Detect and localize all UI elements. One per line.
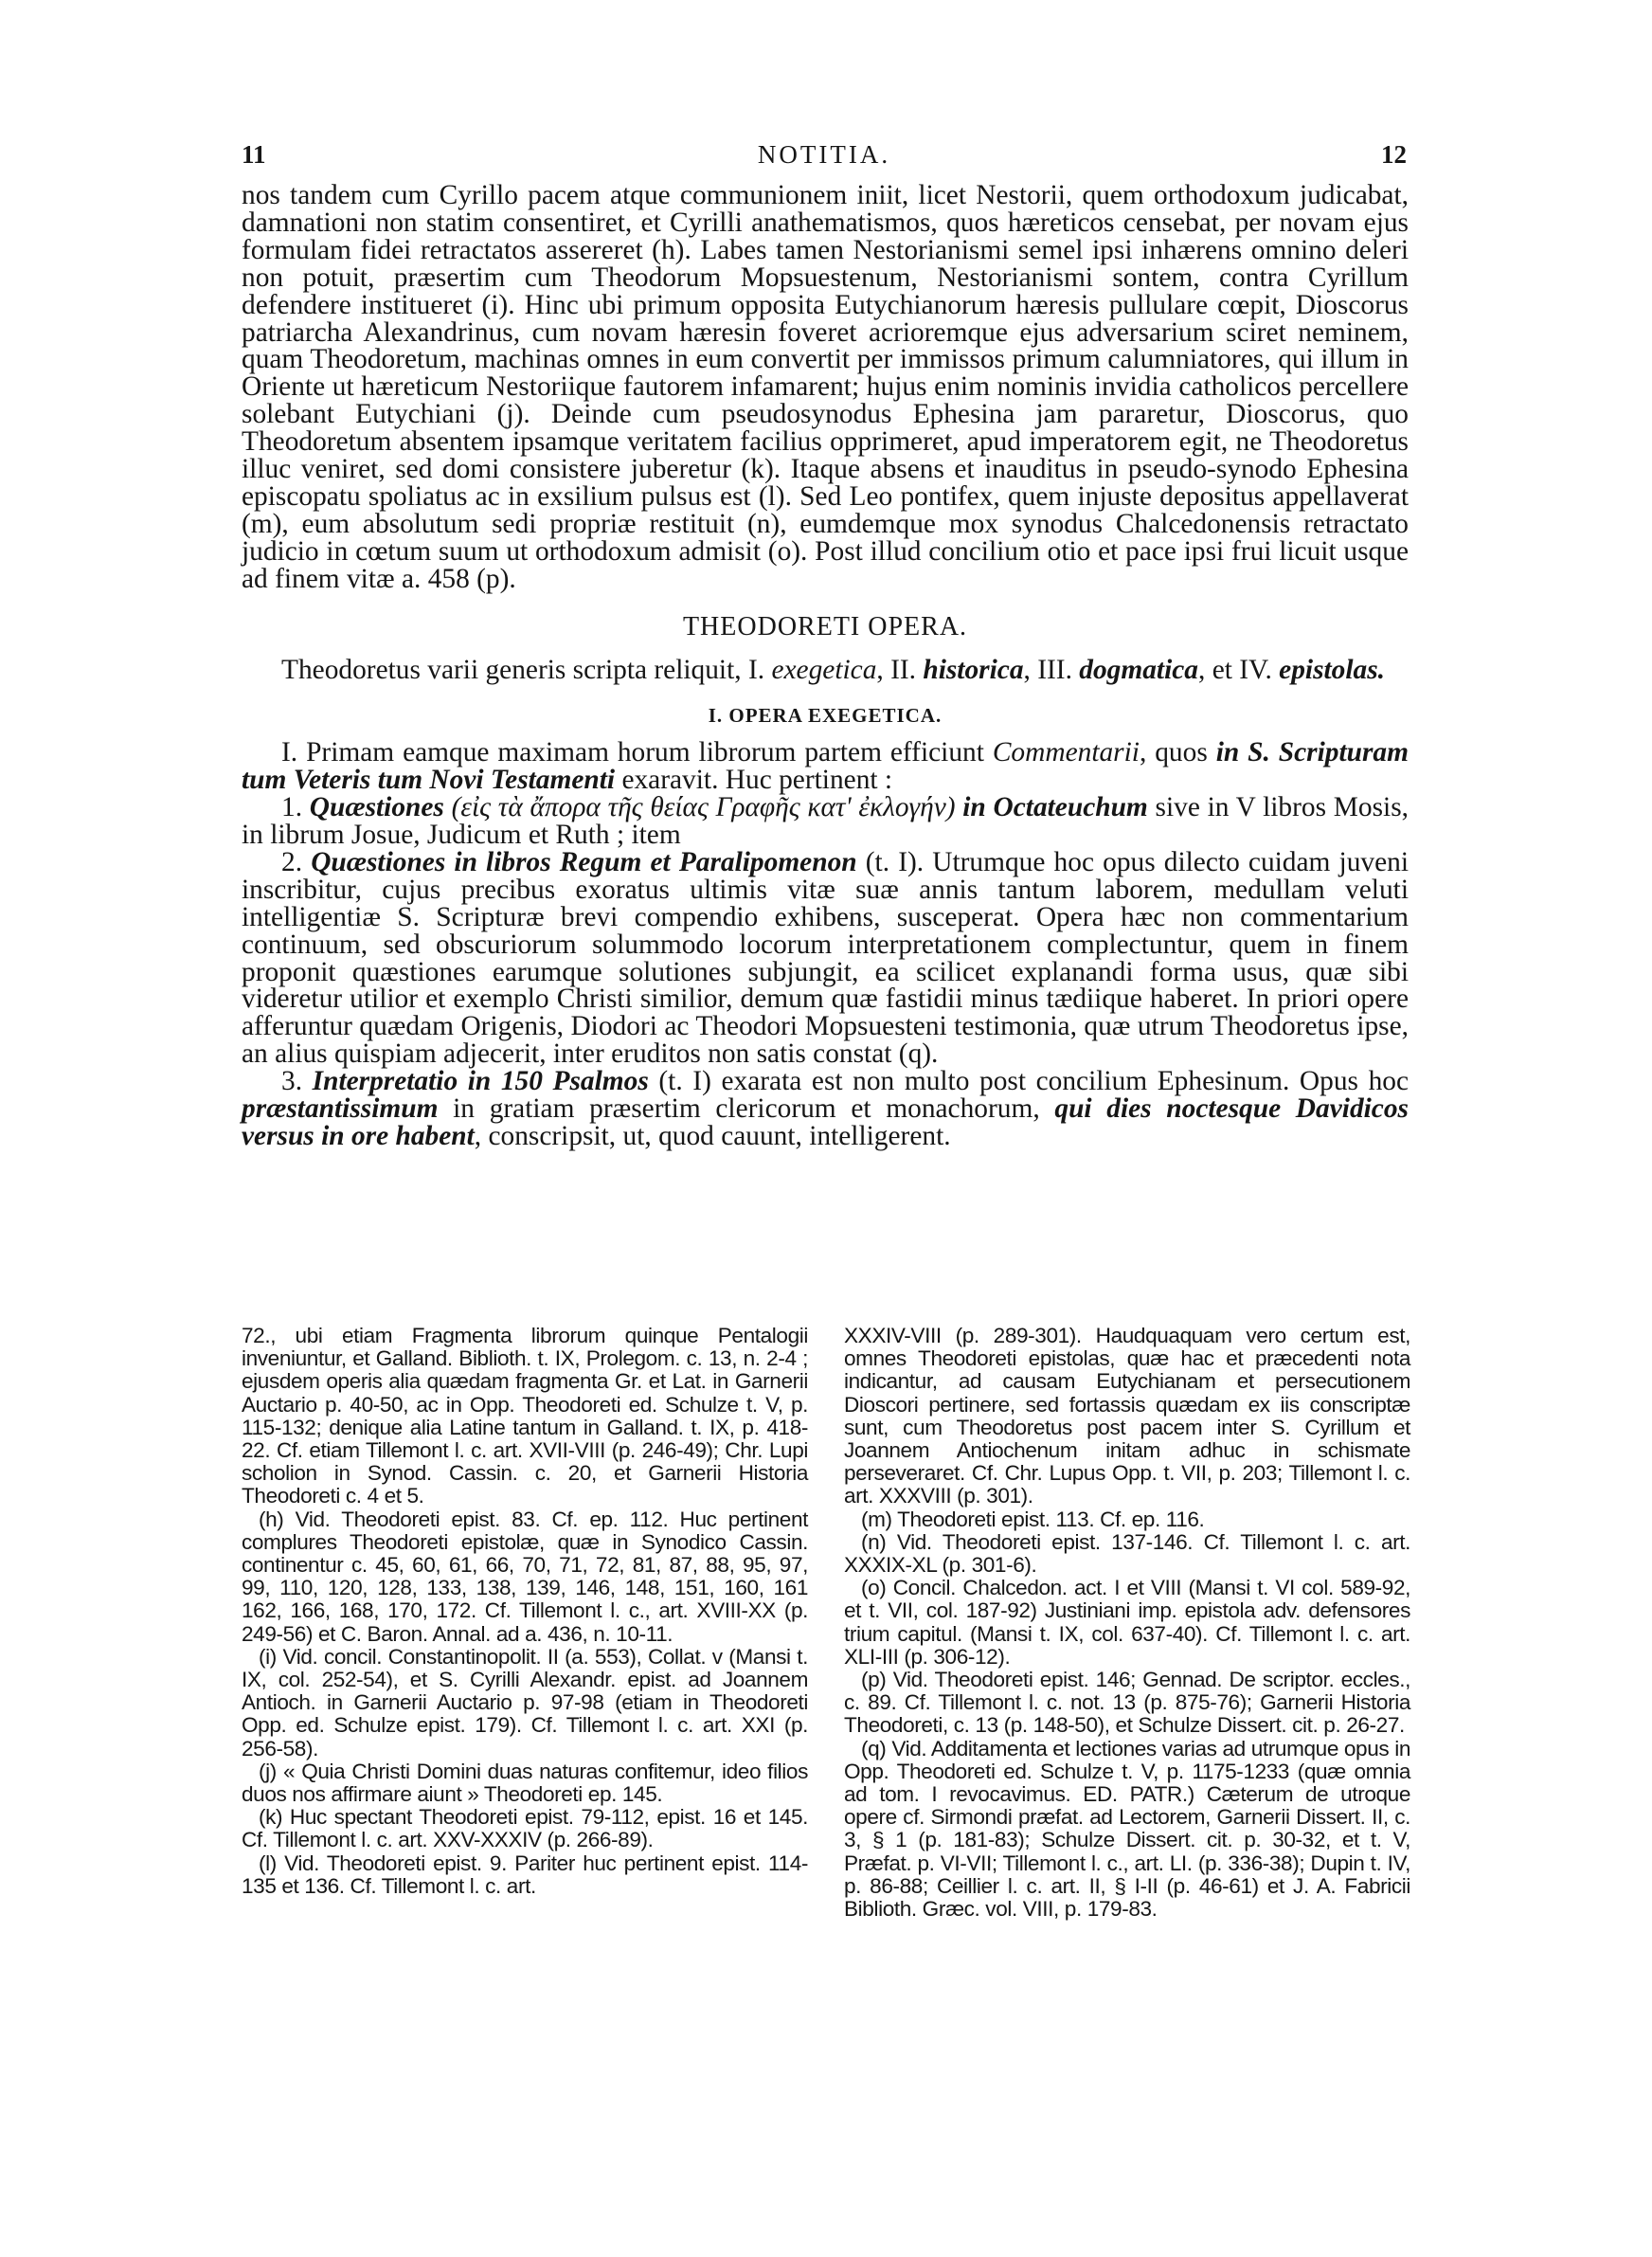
right-page-number: 12: [1381, 140, 1407, 169]
item-interpretatio-psalmos: 3. Interpretatio in 150 Psalmos (t. I) exarata est non multo post concilium Ephesinum. Opus hoc præstantissimum in gratiam præsertim clericorum et monachorum, qui dies noctesque Davidicos versus in ore habent, conscripsit, ut, quod cauunt, intelligerent.: [242, 1066, 1410, 1151]
footnote: (m) Theodoreti epist. 113. Cf. ep. 116.: [861, 1507, 1205, 1531]
footnote: (j) « Quia Christi Domini duas naturas confitemur, ideo filios duos nos affirmare aiunt » Theodoreti ep. 145.: [242, 1759, 808, 1807]
footnotes-left-column: [242, 1325, 808, 1898]
section-title: THEODORETI OPERA.: [682, 611, 968, 641]
left-page-number: 11: [242, 140, 266, 169]
footnotes-right-column: [844, 1325, 1410, 1921]
exegetica-paragraph: I. Primam eamque maximam horum librorum partem efficiunt Commentarii, quos in S. Scripturam tum Veteris tum Novi Testamenti exaravit. Huc pertinent :: [242, 737, 1409, 796]
footnote: (o) Concil. Chalcedon. act. I et VIII (Mansi t. VI col. 589-92, et t. VII, col. 187-92) Justiniani imp. epistola adv. defensores trium capitul. (Mansi t. IX, col. 637-40). Cf. Tillemont l. c. art. XLI-III (p. 306-12).: [844, 1576, 1410, 1669]
footnote: (l) Vid. Theodoreti epist. 9. Pariter huc pertinent epist. 114-135 et 136. Cf. Tillemont l. c. art.: [242, 1851, 808, 1898]
main-text: [242, 182, 1409, 1150]
subsection-title: I. OPERA EXEGETICA.: [708, 704, 943, 728]
page-header: [242, 140, 1407, 178]
footnote: (n) Vid. Theodoreti epist. 137-146. Cf. Tillemont l. c. art. XXXIX-XL (p. 301-6).: [844, 1529, 1410, 1578]
footnote: (k) Huc spectant Theodoreti epist. 79-112, epist. 16 et 145. Cf. Tillemont l. c. art. XXV-XXXIV (p. 266-89).: [242, 1805, 808, 1852]
running-title: NOTITIA.: [757, 140, 891, 169]
item-quaestiones-regum: 2. Quæstiones in libros Regum et Paralipomenon (t. I). Utrumque hoc opus dilecto cuidam juveni inscribitur, cujus precibus exoratus ultimis vitæ suæ annis tantum laborem, medullam veluti intelligentiæ S. Scripturæ brevi compendio exhibens, susceperat. Opera hæc non commentarium continuum, sed obscuriorum solummodo locorum interpretationem complectuntur, quem in finem proponit quæstiones earumque solutiones subjungit, ea scilicet explanandi forma usus, quæ sibi videretur utilior et exemplo Christi similior, demum quæ fastidii minus tædiique haberet. In priori opere afferuntur quædam Origenis, Diodori ac Theodori Mopsuesteni testimonia, quæ utrum Theodoretus ipse, an alius quispiam adjecerit, inter eruditos non satis constat (q).: [242, 846, 1409, 1070]
item-quaestiones-octateuchum: 1. Quæstiones (εἰς τὰ ἄπορα τῆς θείας Γραφῆς κατ' ἐκλογήν) in Octateuchum sive in V libros Mosis, in librum Josue, Judicum et Ruth ; item: [242, 792, 1409, 851]
footnote: 72., ubi etiam Fragmenta librorum quinque Pentalogii inveniuntur, et Galland. Biblioth. t. IX, Prolegom. c. 13, n. 2-4 ; ejusdem operis alia quædam fragmenta Gr. et Lat. in Garnerii Auctario p. 40-50, ac in Opp. Theodoreti ed. Schulze t. V, p. 115-132; denique alia Latine tantum in Galland. t. IX, p. 418-22. Cf. etiam Tillemont l. c. art. XVII-VIII (p. 246-49); Chr. Lupi scholion in Synod. Cassin. c. 20, et Garnerii Historia Theodoreti c. 4 et 5.: [242, 1324, 808, 1508]
footnote: (p) Vid. Theodoreti epist. 146; Gennad. De scriptor. eccles., c. 89. Cf. Tillemont l. c. not. 13 (p. 875-76); Garnerii Historia Theodoreti, c. 13 (p. 148-50), et Schulze Dissert. cit. p. 26-27.: [844, 1668, 1410, 1738]
opera-intro: Theodoretus varii generis scripta reliquit, I. exegetica, II. historica, III. dogmatica, et IV. epistolas.: [281, 654, 1386, 685]
footnote: (q) Vid. Additamenta et lectiones varias ad utrumque opus in Opp. Theodoreti ed. Schulze t. V, p. 1175-1233 (quæ omnia ad tom. I revocavimus. ED. PATR.) Cæterum de utroque opere cf. Sirmondi præfat. ad Lectorem, Garnerii Dissert. II, c. 3, § 1 (p. 181-83); Schulze Dissert. cit. p. 30-32, et t. V, Præfat. p. VI-VII; Tillemont l. c., art. LI. (p. 336-38); Dupin t. IV, p. 86-88; Ceillier l. c. art. II, § I-II (p. 46-61) et J. A. Fabricii Biblioth. Græc. vol. VIII, p. 179-83.: [844, 1736, 1410, 1922]
footnote: XXXIV-VIII (p. 289-301). Haudquaquam vero certum est, omnes Theodoreti epistolas, quæ hac et præcedenti nota indicantur, ad causam Eutychianam et persecutionem Dioscori pertinere, sed fortassis quædam ex iis conscriptæ sunt, cum Theodoretus post pacem inter S. Cyrillum et Joannem Antiochenum initam adhuc in schismate perseveraret. Cf. Chr. Lupus Opp. t. VII, p. 203; Tillemont l. c. art. XXXVIII (p. 301).: [844, 1324, 1410, 1508]
footnote: (h) Vid. Theodoreti epist. 83. Cf. ep. 112. Huc pertinent complures Theodoreti epistolæ, quæ in Synodico Cassin. continentur c. 45, 60, 61, 66, 70, 71, 72, 81, 87, 88, 95, 97, 99, 110, 120, 128, 133, 138, 139, 146, 148, 151, 160, 161 162, 166, 168, 170, 172. Cf. Tillemont l. c., art. XVIII-XX (p. 249-56) et C. Baron. Annal. ad a. 436, n. 10-11.: [242, 1507, 808, 1646]
biography-paragraph: nos tandem cum Cyrillo pacem atque communionem iniit, licet Nestorii, quem orthodoxum judicabat, damnationi non statim consentiret, et Cyrilli anathematismos, quos hæreticos censebat, per novam ejus formulam fidei retractatos assereret (h). Labes tamen Nestorianismi semel ipsi inhærens omnino deleri non potuit, præsertim cum Theodorum Mopsuestenum, Nestorianismi sontem, contra Cyrillum defendere institueret (i). Hinc ubi primum opposita Eutychianorum hæresis pullulare cœpit, Dioscorus patriarcha Alexandrinus, cum novam hæresin foveret acrioremque ejus adversarium sciret neminem, quam Theodoretum, machinas omnes in eum convertit per immissos primum calumniatores, qui illum in Oriente ut hæreticum Nestoriique fautorem infamarent; hujus enim nominis invidia catholicos percellere solebant Eutychiani (j). Deinde cum pseudosynodus Ephesina jam pararetur, Dioscorus, quo Theodoretum absentem ipsamque veritatem facilius opprimeret, apud imperatorem egit, ne Theodoretus illuc veniret, sed domi consistere juberetur (k). Itaque absens et inauditus in pseudo-synodo Ephesina episcopatu spoliatus ac in exsilium pulsus est (l). Sed Leo pontifex, quem injuste depositus appellaverat (m), eum absolutum sedi propriæ restituit (n), eumdemque mox synodus Chalcedonensis retractato judicio in cœtum suum ut orthodoxum admisit (o). Post illud concilium otio et pace ipsi frui licuit usque ad finem vitæ a. 458 (p).: [242, 180, 1409, 594]
footnote: (i) Vid. concil. Constantinopolit. II (a. 553), Collat. v (Mansi t. IX, col. 252-54), et S. Cyrilli Alexandr. epist. ad Joannem Antioch. in Garnerii Auctario p. 97-98 (etiam in Theodoreti Opp. ed. Schulze epist. 179). Cf. Tillemont l. c. art. XXI (p. 256-58).: [242, 1644, 808, 1760]
